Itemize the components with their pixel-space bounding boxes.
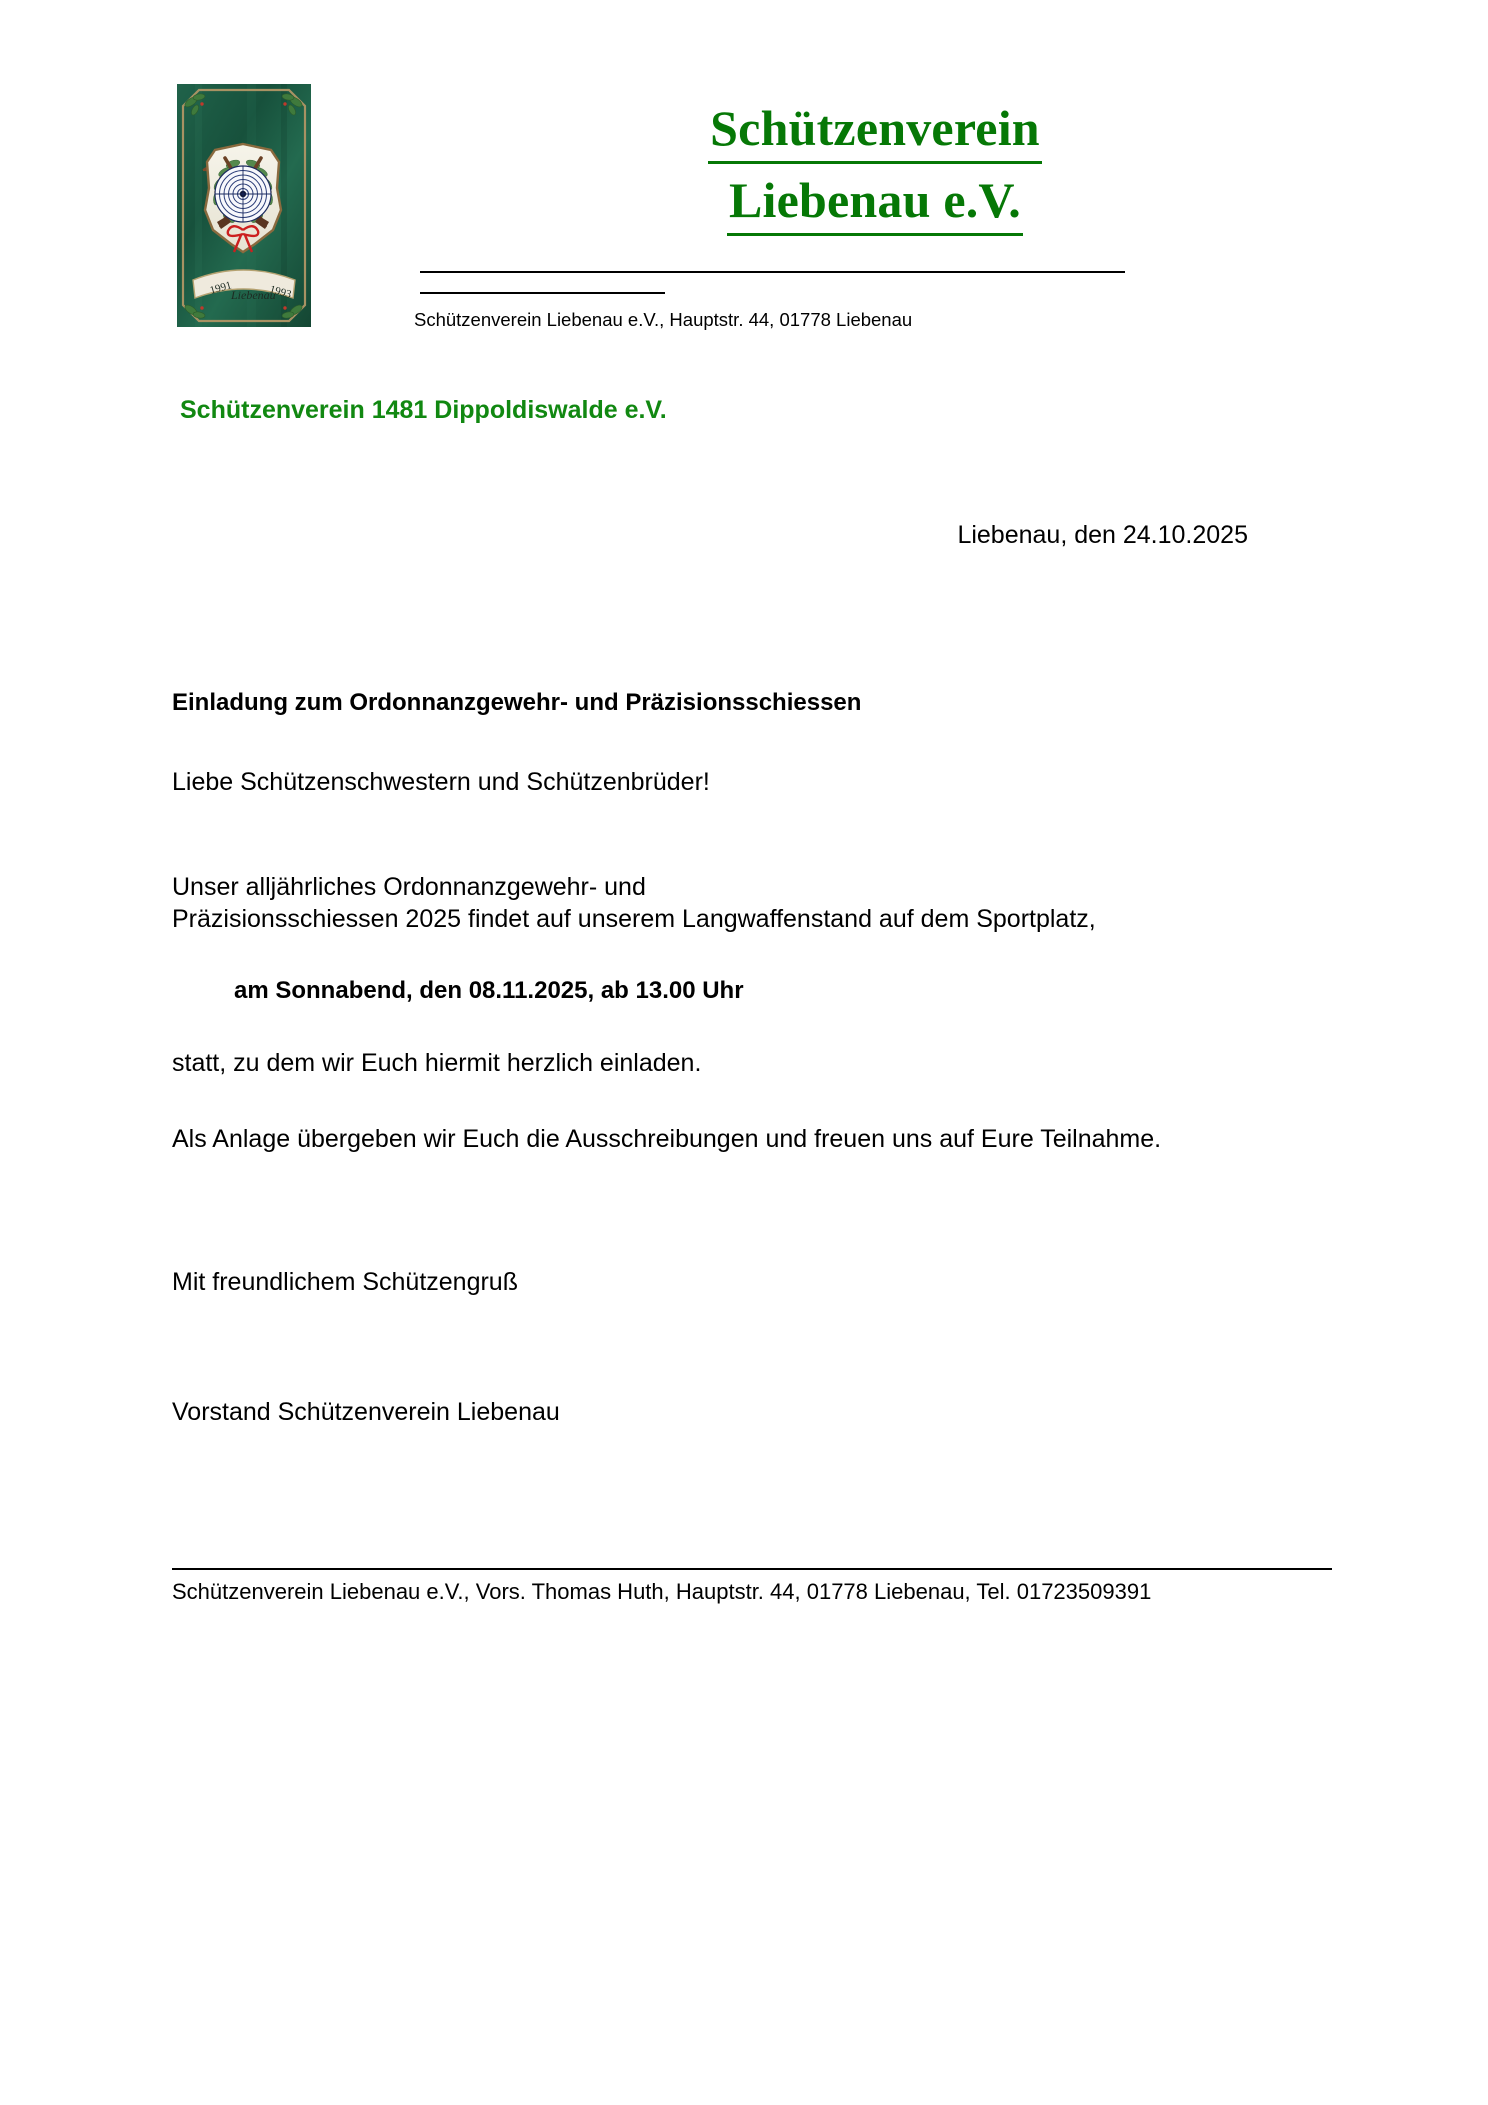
club-banner-icon — [177, 84, 311, 327]
letter-salutation: Liebe Schützenschwestern und Schützenbrüder! — [172, 768, 710, 796]
sender-address-line: Schützenverein Liebenau e.V., Hauptstr. 44, 01778 Liebenau — [414, 309, 913, 330]
intro-line-1: Unser alljährliches Ordonnanzgewehr- und — [172, 873, 646, 902]
letter-statt-paragraph: statt, zu dem wir Euch hiermit herzlich einladen. — [172, 1049, 702, 1078]
letterhead-divider-long — [420, 271, 1125, 273]
footer-divider — [172, 1568, 1332, 1570]
letter-subject: Einladung zum Ordonnanzgewehr- und Präzisionsschiessen — [172, 689, 862, 716]
event-date-time: am Sonnabend, den 08.11.2025, ab 13.00 Uhr — [234, 977, 744, 1005]
letterhead — [0, 0, 1488, 340]
place-and-date: Liebenau, den 24.10.2025 — [957, 521, 1248, 549]
letter-attachment-paragraph — [172, 1123, 1292, 1155]
footer-contact-line: Schützenverein Liebenau e.V., Vors. Thomas Huth, Hauptstr. 44, 01778 Liebenau, Tel. 01723509391 — [172, 1579, 1152, 1604]
svg-text:1991: 1991 — [208, 279, 233, 297]
letterhead-divider-short — [420, 292, 665, 294]
intro-line-2: Präzisionsschiessen 2025 findet auf unserem Langwaffenstand auf dem Sportplatz, — [172, 905, 1096, 934]
attachment-line-2: und freuen uns auf Eure Teilnahme. — [765, 1125, 1162, 1154]
recipient-address: Schützenverein 1481 Dippoldiswalde e.V. — [180, 396, 667, 424]
organization-title — [450, 96, 1300, 236]
club-emblem-logo — [177, 84, 311, 327]
letter-closing: Mit freundlichem Schützengruß — [172, 1268, 518, 1297]
svg-text:1993: 1993 — [268, 283, 293, 301]
attachment-line-1: Als Anlage übergeben wir Euch die Ausschreibungen — [172, 1125, 759, 1154]
org-title-line-2: Liebenau e.V. — [727, 168, 1023, 236]
letter-intro-paragraph — [172, 871, 1292, 935]
org-title-line-1: Schützenverein — [708, 96, 1042, 164]
svg-text:Liebenau: Liebenau — [231, 288, 276, 302]
letter-signature: Vorstand Schützenverein Liebenau — [172, 1398, 560, 1427]
letter-body — [172, 688, 1292, 1428]
